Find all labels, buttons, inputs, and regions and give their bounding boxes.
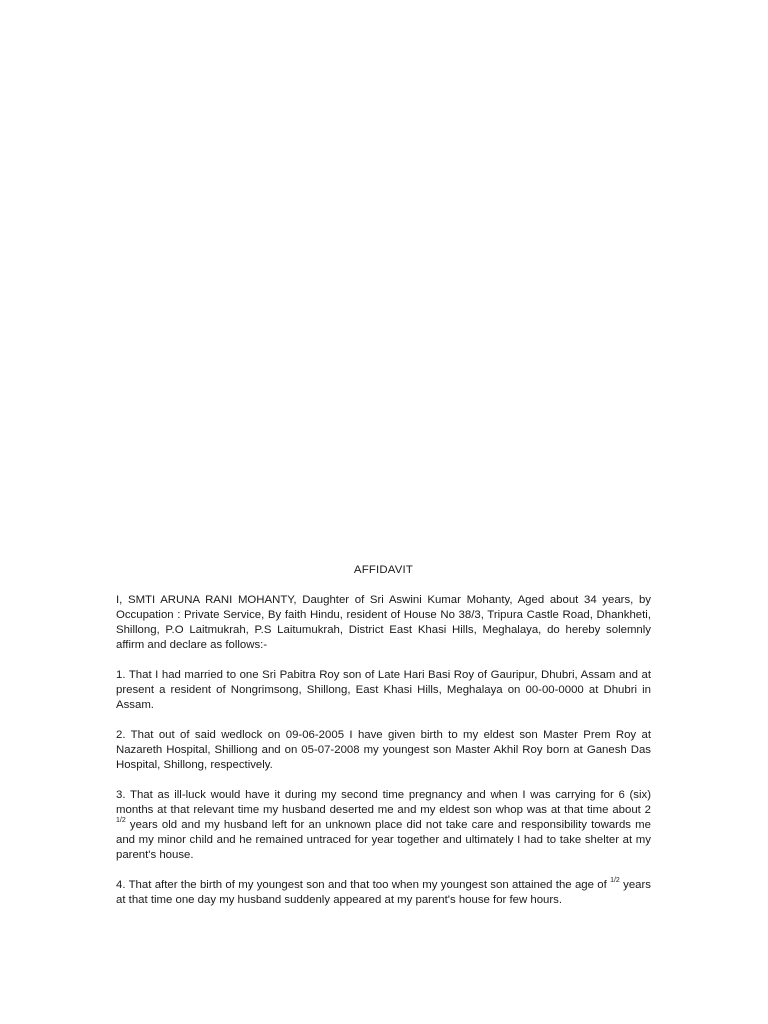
paragraph-1: 1. That I had married to one Sri Pabitra Roy son of Late Hari Basi Roy of Gauripur, Dhubri, Assam and at present a resident of Nongrimsong, Shillong, East Khasi Hills, Meghalaya on 00-00-0000 at Dhubri in Assam. bbox=[116, 669, 651, 711]
paragraph-4-text-end: years at that time one day my husband suddenly appeared at my parent's house for few hours. bbox=[116, 879, 651, 906]
paragraph-4-text-start: 4. That after the birth of my youngest son and that too when my youngest son attained the age of bbox=[116, 879, 611, 891]
intro-paragraph: I, SMTI ARUNA RANI MOHANTY, Daughter of Sri Aswini Kumar Mohanty, Aged about 34 years, by Occupation : Private Service, By faith Hindu, resident of House No 38/3, Tripura Castle Road, Dhankheti, Shillong, P.O Laitmukrah, P.S Laitumukrah, District East Khasi Hills, Meghalaya, do hereby solemnly affirm and declare as follows:- bbox=[116, 594, 651, 651]
paragraph-3-text-end: years old and my husband left for an unknown place did not take care and responsibility towards me and my minor child and he remained untraced for year together and ultimately I had to take shelter at my parent's house. bbox=[116, 819, 651, 861]
paragraph-2: 2. That out of said wedlock on 09-06-2005 I have given birth to my eldest son Master Prem Roy at Nazareth Hospital, Shilliong and on 05-07-2008 my youngest son Master Akhil Roy born at Ganesh Das Hospital, Shillong, respectively. bbox=[116, 729, 651, 771]
fraction-superscript: 1/2 bbox=[116, 817, 126, 825]
fraction-superscript: 1/2 bbox=[610, 877, 620, 885]
paragraph-3 bbox=[116, 788, 651, 863]
affidavit-body bbox=[116, 563, 651, 908]
paragraph-3-text-start: 3. That as ill-luck would have it during my second time pregnancy and when I was carrying for 6 (six) months at that relevant time my husband deserted me and my eldest son whop was at that time about 2 bbox=[116, 789, 651, 816]
paragraph-4 bbox=[116, 878, 651, 908]
document-title: AFFIDAVIT bbox=[353, 564, 414, 576]
